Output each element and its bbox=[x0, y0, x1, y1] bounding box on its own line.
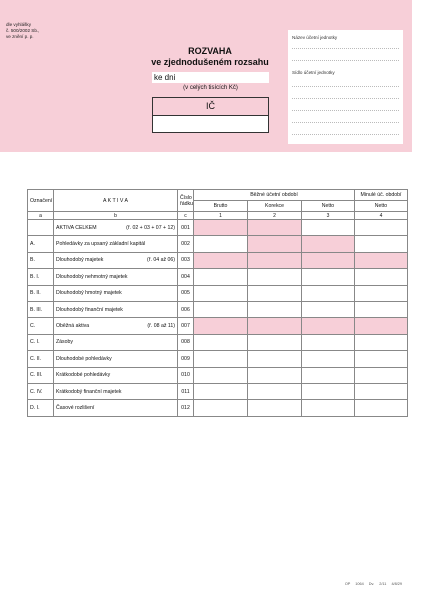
row-label-cell bbox=[54, 367, 178, 383]
value-netto-current[interactable] bbox=[302, 220, 355, 236]
table-row bbox=[28, 351, 408, 367]
row-label: Dlouhodobý hmotný majetek bbox=[56, 290, 122, 297]
value-netto-current[interactable] bbox=[302, 351, 355, 367]
col-netto-previous: Netto bbox=[355, 201, 408, 212]
unit-name-line[interactable] bbox=[292, 48, 399, 49]
row-line-number: 008 bbox=[178, 334, 194, 350]
ic-label: IČ bbox=[153, 98, 268, 116]
row-label-cell bbox=[54, 301, 178, 317]
row-label: AKTIVA CELKEM bbox=[56, 224, 97, 231]
table-row bbox=[28, 269, 408, 285]
row-code: C. I. bbox=[28, 334, 54, 350]
form-number: OP 1064 bbox=[344, 582, 364, 586]
unit-info-panel bbox=[288, 30, 403, 144]
value-brutto[interactable] bbox=[194, 400, 248, 416]
col-cislo-radku bbox=[178, 190, 194, 212]
ic-box bbox=[152, 97, 269, 133]
value-netto-current bbox=[302, 236, 355, 252]
col-letter: 2 bbox=[248, 212, 302, 220]
value-brutto[interactable] bbox=[194, 383, 248, 399]
table-row bbox=[28, 383, 408, 399]
row-label-cell bbox=[54, 334, 178, 350]
row-code: B. I. bbox=[28, 269, 54, 285]
row-label: Zásoby bbox=[56, 339, 74, 346]
value-netto-current bbox=[302, 318, 355, 334]
legal-line: č. 500/2002 Sb., bbox=[6, 28, 40, 34]
value-netto-previous[interactable] bbox=[355, 236, 408, 252]
table-row bbox=[28, 367, 408, 383]
row-code: A. bbox=[28, 236, 54, 252]
value-netto-current[interactable] bbox=[302, 269, 355, 285]
row-code: B. II. bbox=[28, 285, 54, 301]
value-netto-previous[interactable] bbox=[355, 351, 408, 367]
value-korekce bbox=[248, 318, 302, 334]
value-korekce[interactable] bbox=[248, 367, 302, 383]
row-code: B. III. bbox=[28, 301, 54, 317]
row-line-number: 012 bbox=[178, 400, 194, 416]
col-aktiva: A K T I V A bbox=[54, 190, 178, 212]
value-korekce bbox=[248, 220, 302, 236]
row-code: C. IV. bbox=[28, 383, 54, 399]
unit-seat-line[interactable] bbox=[292, 134, 399, 135]
value-netto-previous bbox=[355, 252, 408, 268]
unit-name-label: Název účetní jednotky bbox=[292, 35, 338, 40]
col-cislo-text: Číslo řádku bbox=[180, 194, 193, 207]
value-brutto[interactable] bbox=[194, 334, 248, 350]
table-row bbox=[28, 285, 408, 301]
col-minule-obdobi: Minulé úč. období bbox=[355, 190, 408, 201]
value-brutto bbox=[194, 252, 248, 268]
value-korekce bbox=[248, 252, 302, 268]
value-brutto[interactable] bbox=[194, 351, 248, 367]
unit-name-line[interactable] bbox=[292, 60, 399, 61]
table-row bbox=[28, 220, 408, 236]
row-line-number: 011 bbox=[178, 383, 194, 399]
value-netto-current bbox=[302, 252, 355, 268]
row-line-number: 002 bbox=[178, 236, 194, 252]
row-label: Dlouhodobý majetek bbox=[56, 257, 104, 264]
value-brutto bbox=[194, 220, 248, 236]
col-letter: b bbox=[54, 212, 178, 220]
row-label-cell bbox=[54, 220, 178, 236]
row-label: Dlouhodobý finanční majetek bbox=[56, 306, 123, 313]
value-brutto[interactable] bbox=[194, 285, 248, 301]
row-label-cell bbox=[54, 400, 178, 416]
legal-basis bbox=[6, 22, 39, 41]
row-code: D. I. bbox=[28, 400, 54, 416]
col-letter: a bbox=[28, 212, 54, 220]
row-label: Dlouhodobé pohledávky bbox=[56, 355, 112, 362]
value-netto-previous[interactable] bbox=[355, 383, 408, 399]
value-korekce[interactable] bbox=[248, 269, 302, 285]
row-formula: (ř. 08 až 11) bbox=[147, 323, 175, 330]
col-letter: 4 bbox=[355, 212, 408, 220]
period-prefix: ke dni bbox=[154, 73, 176, 82]
unit-seat-line[interactable] bbox=[292, 122, 399, 123]
value-korekce[interactable] bbox=[248, 400, 302, 416]
value-netto-current[interactable] bbox=[302, 285, 355, 301]
col-letter: 3 bbox=[302, 212, 355, 220]
row-label-cell bbox=[54, 236, 178, 252]
value-netto-previous[interactable] bbox=[355, 334, 408, 350]
row-label: Oběžná aktiva bbox=[56, 323, 90, 330]
value-korekce[interactable] bbox=[248, 285, 302, 301]
table-row bbox=[28, 400, 408, 416]
row-formula: (ř. 04 až 06) bbox=[147, 257, 175, 264]
col-bezne-obdobi: Běžné účetní období bbox=[194, 190, 355, 201]
value-netto-previous[interactable] bbox=[355, 220, 408, 236]
value-netto-previous[interactable] bbox=[355, 285, 408, 301]
row-code bbox=[28, 220, 54, 236]
assets-table bbox=[27, 189, 408, 417]
value-netto-previous bbox=[355, 318, 408, 334]
unit-seat-line[interactable] bbox=[292, 110, 399, 111]
table-row bbox=[28, 252, 408, 268]
value-brutto[interactable] bbox=[194, 236, 248, 252]
legal-line: dle vyhlášky bbox=[6, 22, 32, 27]
value-korekce bbox=[248, 236, 302, 252]
row-code: C. II. bbox=[28, 351, 54, 367]
value-korekce[interactable] bbox=[248, 301, 302, 317]
legal-line: ve znění p. p. bbox=[6, 34, 34, 40]
form-edition: Dv. 2/11 bbox=[368, 582, 387, 586]
form-title bbox=[140, 46, 280, 67]
value-netto-current[interactable] bbox=[302, 367, 355, 383]
row-label: Dlouhodobý nehmotný majetek bbox=[56, 273, 128, 280]
table-row bbox=[28, 236, 408, 252]
subtitle-line: ve zjednodušeném rozsahu bbox=[151, 56, 269, 67]
value-netto-current[interactable] bbox=[302, 383, 355, 399]
form-footer bbox=[345, 582, 402, 586]
row-label: Časové rozlišení bbox=[56, 404, 95, 411]
col-letter: c bbox=[178, 212, 194, 220]
row-line-number: 007 bbox=[178, 318, 194, 334]
row-label-cell bbox=[54, 252, 178, 268]
form-code: 4/8/29 bbox=[391, 582, 402, 586]
row-line-number: 010 bbox=[178, 367, 194, 383]
title-line: ROZVAHA bbox=[188, 46, 232, 56]
table-row bbox=[28, 318, 408, 334]
row-label-cell bbox=[54, 318, 178, 334]
col-brutto: Brutto bbox=[194, 201, 248, 212]
ic-field[interactable] bbox=[153, 116, 268, 133]
col-korekce: Korekce bbox=[248, 201, 302, 212]
units-note: (v celých tisících Kč) bbox=[183, 85, 238, 91]
value-brutto[interactable] bbox=[194, 301, 248, 317]
unit-seat-line[interactable] bbox=[292, 98, 399, 99]
row-code: B. bbox=[28, 252, 54, 268]
row-label-cell bbox=[54, 285, 178, 301]
col-letter: 1 bbox=[194, 212, 248, 220]
value-korekce[interactable] bbox=[248, 351, 302, 367]
value-netto-current[interactable] bbox=[302, 301, 355, 317]
row-label: Krátkodobé pohledávky bbox=[56, 372, 111, 379]
row-label-cell bbox=[54, 269, 178, 285]
value-korekce[interactable] bbox=[248, 383, 302, 399]
asset-rows bbox=[28, 220, 408, 417]
unit-seat-line[interactable] bbox=[292, 86, 399, 87]
row-label-cell bbox=[54, 351, 178, 367]
col-netto-current: Netto bbox=[302, 201, 355, 212]
value-netto-previous[interactable] bbox=[355, 301, 408, 317]
col-oznaceni: Označení bbox=[28, 190, 54, 212]
value-brutto[interactable] bbox=[194, 269, 248, 285]
row-line-number: 005 bbox=[178, 285, 194, 301]
row-line-number: 004 bbox=[178, 269, 194, 285]
value-netto-previous[interactable] bbox=[355, 400, 408, 416]
period-field[interactable] bbox=[152, 72, 269, 83]
value-brutto bbox=[194, 318, 248, 334]
value-netto-previous[interactable] bbox=[355, 367, 408, 383]
row-line-number: 009 bbox=[178, 351, 194, 367]
table-row bbox=[28, 301, 408, 317]
value-brutto[interactable] bbox=[194, 367, 248, 383]
row-code: C. III. bbox=[28, 367, 54, 383]
table-row bbox=[28, 334, 408, 350]
value-korekce[interactable] bbox=[248, 334, 302, 350]
row-label: Pohledávky za upsaný základní kapitál bbox=[56, 241, 146, 248]
unit-seat-label: Sídlo účetní jednotky bbox=[292, 70, 335, 75]
row-label: Krátkodobý finanční majetek bbox=[56, 388, 122, 395]
value-netto-previous[interactable] bbox=[355, 269, 408, 285]
row-code: C. bbox=[28, 318, 54, 334]
row-label-cell bbox=[54, 383, 178, 399]
row-line-number: 006 bbox=[178, 301, 194, 317]
row-line-number: 003 bbox=[178, 252, 194, 268]
value-netto-current[interactable] bbox=[302, 334, 355, 350]
row-line-number: 001 bbox=[178, 220, 194, 236]
row-formula: (ř. 02 + 03 + 07 + 12) bbox=[126, 224, 175, 231]
value-netto-current[interactable] bbox=[302, 400, 355, 416]
